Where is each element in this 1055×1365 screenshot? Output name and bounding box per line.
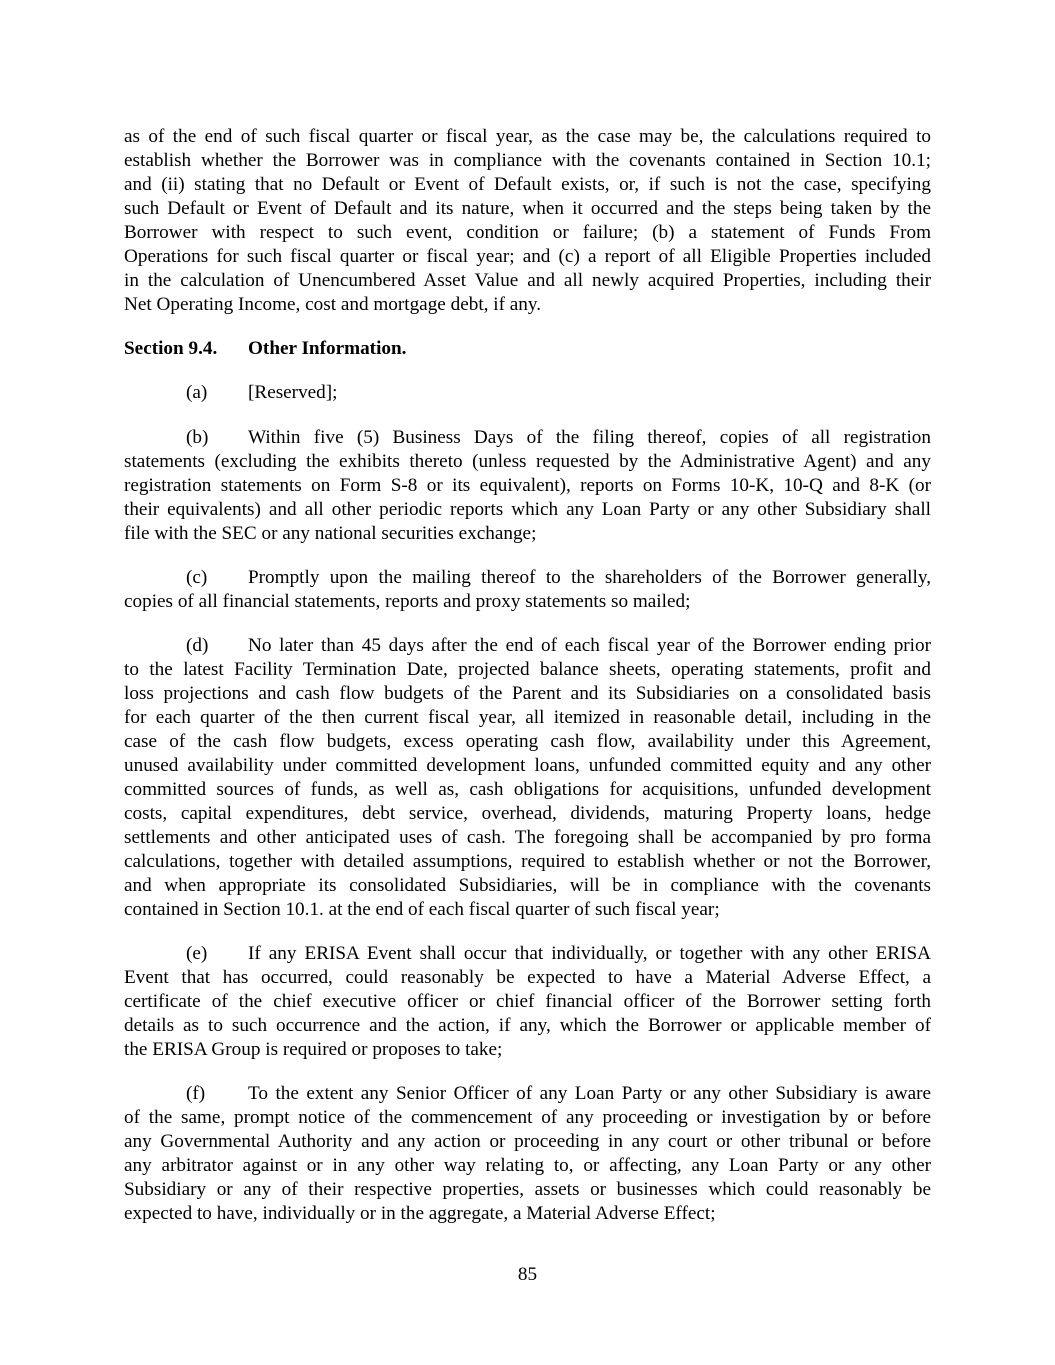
text-line: loss projections and cash flow budgets of the Parent and its Subsidiaries on a consolidated basis [124, 683, 931, 704]
text-line: establish whether the Borrower was in compliance with the covenants contained in Section 10.1; [124, 150, 931, 171]
text-line: certificate of the chief executive officer or chief financial officer of the Borrower setting forth [124, 991, 931, 1012]
item-text: Within five (5) Business Days of the filing thereof, copies of all registration [248, 427, 931, 448]
text-line: as of the end of such fiscal quarter or fiscal year, as the case may be, the calculations required to [124, 126, 931, 147]
text-line: any arbitrator against or in any other way relating to, or affecting, any Loan Party or any other [124, 1155, 931, 1176]
text-line: Operations for such fiscal quarter or fiscal year; and (c) a report of all Eligible Properties included [124, 246, 931, 267]
item-a-first-line [186, 381, 931, 405]
item-e-first-line [186, 942, 931, 966]
text-line: such Default or Event of Default and its nature, when it occurred and the steps being taken by the [124, 198, 931, 219]
text-line: contained in Section 10.1. at the end of each fiscal quarter of such fiscal year; [124, 899, 720, 920]
item-label: (a) [186, 382, 208, 403]
text-line: Net Operating Income, cost and mortgage debt, if any. [124, 294, 542, 315]
text-line: their equivalents) and all other periodic reports which any Loan Party or any other Subsidiary shall [124, 499, 931, 520]
text-line: expected to have, individually or in the aggregate, a Material Adverse Effect; [124, 1203, 716, 1224]
item-b-first-line [186, 426, 931, 450]
text-line: Event that has occurred, could reasonably be expected to have a Material Adverse Effect, a [124, 967, 931, 988]
text-line: case of the cash flow budgets, excess operating cash flow, availability under this Agreement, [124, 731, 931, 752]
item-label: (d) [186, 635, 209, 656]
text-line: of the same, prompt notice of the commencement of any proceeding or investigation by or before [124, 1107, 931, 1128]
text-line: in the calculation of Unencumbered Asset Value and all newly acquired Properties, including their [124, 270, 931, 291]
text-line: copies of all financial statements, reports and proxy statements so mailed; [124, 591, 691, 612]
text-line: and when appropriate its consolidated Subsidiaries, will be in compliance with the covenants [124, 875, 931, 896]
text-line: unused availability under committed development loans, unfunded committed equity and any other [124, 755, 931, 776]
item-label: (c) [186, 567, 208, 588]
text-line: settlements and other anticipated uses of cash. The foregoing shall be accompanied by pro forma [124, 827, 931, 848]
text-line: details as to such occurrence and the action, if any, which the Borrower or applicable member of [124, 1015, 931, 1036]
text-line: for each quarter of the then current fiscal year, all itemized in reasonable detail, including in the [124, 707, 931, 728]
text-line: to the latest Facility Termination Date, projected balance sheets, operating statements, profit and [124, 659, 931, 680]
text-line: file with the SEC or any national securities exchange; [124, 523, 537, 544]
item-text: No later than 45 days after the end of each fiscal year of the Borrower ending prior [248, 635, 931, 656]
item-d-first-line [186, 634, 931, 658]
item-text: Promptly upon the mailing thereof to the shareholders of the Borrower generally, [248, 567, 931, 588]
item-text: If any ERISA Event shall occur that individually, or together with any other ERISA [248, 943, 931, 964]
text-line: and (ii) stating that no Default or Event of Default exists, or, if such is not the case, specifying [124, 174, 931, 195]
page-number: 85 [517, 1264, 538, 1285]
text-line: Borrower with respect to such event, condition or failure; (b) a statement of Funds From [124, 222, 931, 243]
item-text: To the extent any Senior Officer of any Loan Party or any other Subsidiary is aware [248, 1083, 931, 1104]
text-line: Subsidiary or any of their respective properties, assets or businesses which could reasonably be [124, 1179, 931, 1200]
item-c-first-line [186, 566, 931, 590]
section-title: Other Information. [248, 338, 407, 359]
text-line: the ERISA Group is required or proposes to take; [124, 1039, 503, 1060]
item-text: [Reserved]; [248, 382, 338, 403]
item-label: (b) [186, 427, 209, 448]
text-line: costs, capital expenditures, debt service, overhead, dividends, maturing Property loans, hedge [124, 803, 931, 824]
item-label: (f) [186, 1083, 206, 1104]
text-line: calculations, together with detailed assumptions, required to establish whether or not the Borrower, [124, 851, 931, 872]
text-line: any Governmental Authority and any action or proceeding in any court or other tribunal or before [124, 1131, 931, 1152]
item-label: (e) [186, 943, 208, 964]
section-number: Section 9.4. [124, 338, 218, 359]
section-heading [124, 337, 931, 361]
text-line: registration statements on Form S-8 or its equivalent), reports on Forms 10-K, 10-Q and 8-K (or [124, 475, 931, 496]
item-f-first-line [186, 1082, 931, 1106]
text-line: statements (excluding the exhibits thereto (unless requested by the Administrative Agent) and any [124, 451, 931, 472]
text-line: committed sources of funds, as well as, cash obligations for acquisitions, unfunded development [124, 779, 931, 800]
